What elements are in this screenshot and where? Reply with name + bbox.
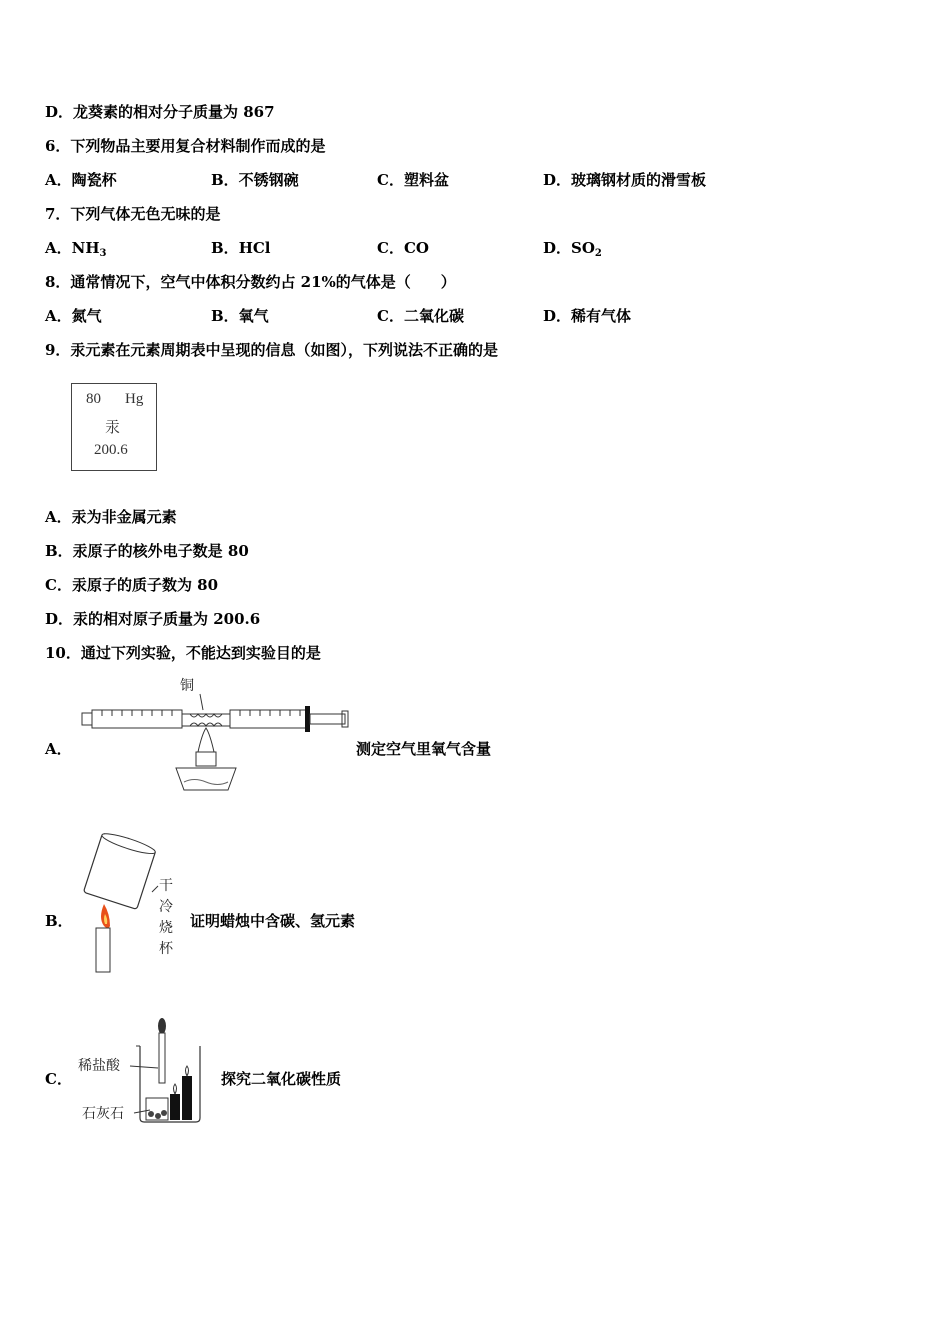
q7-option-d (543, 238, 602, 264)
q5-option-d: D．龙葵素的相对分子质量为 867 (45, 103, 275, 121)
q10-option-a-text: 测定空气里氧气含量 (356, 740, 492, 758)
beaker-label-3: 烧 (159, 920, 173, 936)
q8-option-a: A．氮气 (45, 307, 102, 325)
q7-option-c (377, 238, 429, 258)
q6-option-b: B．不锈钢碗 (211, 171, 299, 189)
q10-option-a-label: A． (45, 740, 72, 758)
q7-option-a-formula: NH (71, 239, 100, 257)
q8-option-d: D．稀有气体 (543, 307, 632, 325)
co2-beaker-apparatus (78, 1014, 208, 1126)
element-atomic-mass: 200.6 (94, 442, 128, 458)
mercury-element-card (71, 383, 157, 471)
q7-option-a-subscript: 3 (99, 248, 107, 259)
q8-option-c: C．二氧化碳 (377, 307, 464, 325)
beaker-label-1: 干 (159, 878, 173, 894)
q10-option-b-label: B． (45, 912, 73, 930)
element-atomic-number: 80 (86, 391, 101, 407)
copper-label: 铜 (180, 678, 194, 694)
q6-stem: 6．下列物品主要用复合材料制作而成的是 (45, 137, 326, 155)
q9-option-b: B．汞原子的核外电子数是 80 (45, 542, 249, 560)
element-name: 汞 (105, 420, 121, 436)
q10-option-b-text: 证明蜡烛中含碳、氢元素 (190, 912, 356, 930)
syringe-copper-apparatus (80, 672, 352, 797)
q10-option-c-text: 探究二氧化碳性质 (221, 1070, 342, 1088)
q7-option-d-subscript: 2 (594, 248, 602, 259)
q7-option-a-label: A． (45, 239, 72, 257)
q9-option-c: C．汞原子的质子数为 80 (45, 576, 219, 594)
q6-option-d: D．玻璃钢材质的滑雪板 (543, 171, 707, 189)
q7-stem: 7．下列气体无色无味的是 (45, 205, 221, 223)
q7-option-b-formula: HCl (238, 239, 271, 257)
beaker-label-4: 杯 (159, 941, 173, 957)
q7-option-b (211, 238, 271, 258)
q8-option-b: B．氧气 (211, 307, 269, 325)
candle-beaker-apparatus (74, 830, 184, 975)
q7-option-c-label: C． (377, 239, 404, 257)
q9-stem: 9．汞元素在元素周期表中呈现的信息（如图），下列说法不正确的是 (45, 341, 498, 359)
q6-option-c: C．塑料盆 (377, 171, 449, 189)
q7-option-d-formula: SO (571, 239, 595, 257)
q7-option-c-formula: CO (403, 239, 429, 257)
q7-option-a (45, 238, 107, 264)
limestone-label: 石灰石 (82, 1106, 124, 1122)
element-symbol: Hg (125, 391, 144, 407)
q9-option-a: A．汞为非金属元素 (45, 508, 177, 526)
hydrochloric-acid-label: 稀盐酸 (78, 1058, 120, 1074)
q7-option-b-label: B． (211, 239, 239, 257)
q7-option-d-label: D． (543, 239, 572, 257)
q10-option-c-label: C． (45, 1070, 72, 1088)
q8-stem: 8．通常情况下，空气中体积分数约占 21%的气体是（ ） (45, 273, 456, 291)
beaker-label-2: 冷 (159, 899, 173, 915)
q6-option-a: A．陶瓷杯 (45, 171, 117, 189)
q9-option-d: D．汞的相对原子质量为 200.6 (45, 610, 261, 628)
q10-stem: 10．通过下列实验，不能达到实验目的是 (45, 644, 321, 662)
